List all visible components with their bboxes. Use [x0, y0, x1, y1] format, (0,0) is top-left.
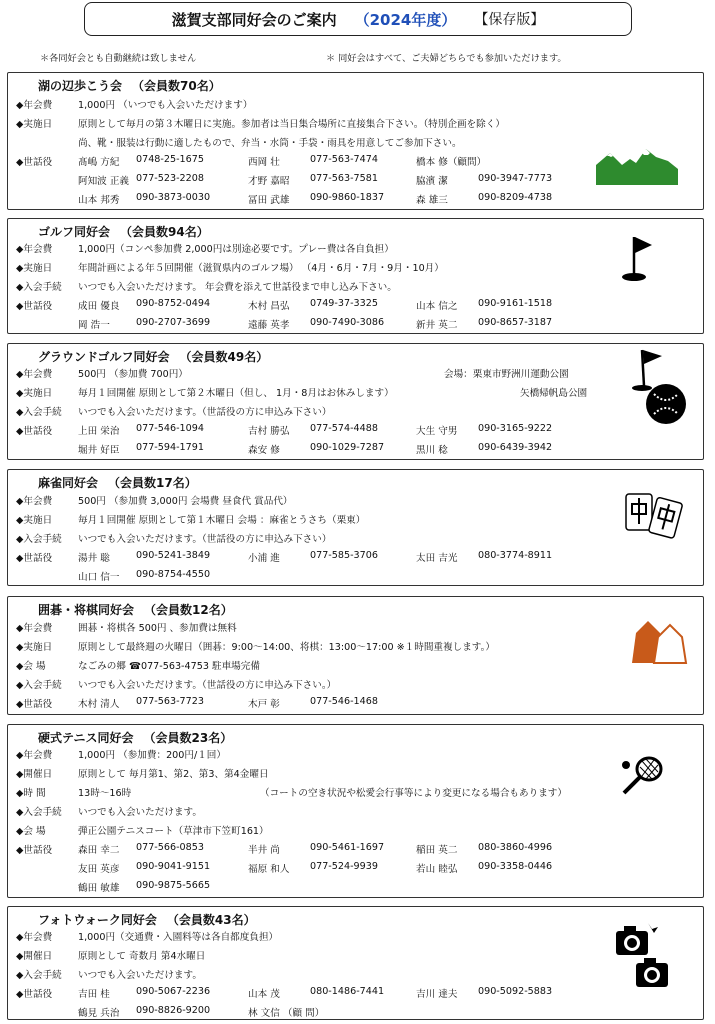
row-venue: 矢橋帰帆島公園	[520, 388, 588, 399]
staff-name: 吉村 勝弘	[248, 426, 290, 437]
row-label: ◆会 場	[16, 826, 46, 837]
row-text: 原則として 奇数月 第4水曜日	[78, 951, 206, 962]
staff-phone: 077-523-2208	[136, 173, 204, 184]
staff-name: 上田 栄治	[78, 426, 120, 437]
staff-name: 吉川 達夫	[416, 989, 458, 1000]
row-text: いつでも入会いただけます。	[78, 807, 202, 818]
staff-phone: 090-8657-3187	[478, 317, 553, 328]
staff-phone: 090-9041-9151	[136, 861, 211, 872]
row-label: ◆年会費	[16, 623, 53, 634]
title-edition: 【保存版】	[474, 12, 545, 28]
tennis-racket-icon	[618, 753, 666, 797]
row-text: 1,000円（コンペ参加費 2,000円は別途必要です。プレー費は各自負担）	[78, 244, 394, 255]
camera-icon	[612, 921, 674, 993]
row-text: 原則として 毎月第1、第2、第3、第4金曜日	[78, 769, 269, 780]
staff-label: ◆世話役	[16, 426, 53, 437]
row-text: 毎月１回開催 原則として第２木曜日（但し、 1月・8月はお休みします）	[78, 388, 394, 399]
club-walking	[7, 72, 704, 210]
club-name: グラウンドゴルフ同好会	[38, 350, 170, 364]
club-title	[38, 77, 221, 94]
staff-name: 湯井 聡	[78, 553, 110, 564]
staff-phone: 077-563-7581	[310, 173, 378, 184]
club-golf	[7, 218, 704, 334]
title-year: （2024年度）	[354, 10, 457, 29]
staff-phone: 090-6439-3942	[478, 442, 553, 453]
staff-label: ◆世話役	[16, 699, 53, 710]
staff-phone: 090-3358-0446	[478, 861, 553, 872]
mountains-icon	[596, 147, 678, 187]
row-text: 弾正公園テニスコート（草津市下笠町161）	[78, 826, 269, 837]
staff-phone: 080-1486-7441	[310, 986, 385, 997]
row-label: ◆年会費	[16, 100, 53, 111]
staff-phone: 090-9860-1837	[310, 192, 385, 203]
note-left: ＊各同好会とも自動継続は致しません	[40, 53, 197, 64]
staff-name: 橋本 修（顧問）	[416, 157, 487, 168]
staff-name: 成田 優良	[78, 301, 120, 312]
shogi-piece-icon	[628, 615, 690, 667]
staff-name: 山本 信之	[416, 301, 458, 312]
row-text: 1,000円（交通費・入園料等は各自都度負担）	[78, 932, 279, 943]
club-photo-walk	[7, 906, 704, 1020]
staff-phone: 077-585-3706	[310, 550, 378, 561]
staff-name: 吉田 桂	[78, 989, 110, 1000]
staff-name: 稲田 英二	[416, 845, 458, 856]
staff-name: 福原 和人	[248, 864, 290, 875]
staff-phone: 090-5092-5883	[478, 986, 553, 997]
staff-name: 阿知波 正義	[78, 176, 130, 187]
club-count: （会員数17名）	[108, 476, 197, 490]
club-title	[38, 911, 256, 928]
staff-phone: 090-5461-1697	[310, 842, 385, 853]
club-count: （会員数12名）	[144, 603, 233, 617]
row-text: 年間計画による年５回開催（滋賀県内のゴルフ場） （4月・6月・7月・9月・10月）	[78, 263, 444, 274]
staff-phone: 077-546-1094	[136, 423, 204, 434]
club-count: （会員数23名）	[143, 731, 233, 745]
row-text: 原則として毎月の第３木曜日に実施。参加者は当日集合場所に直接集合下さい。（特別企画を除く）	[78, 119, 505, 130]
row-label: ◆年会費	[16, 932, 53, 943]
staff-label: ◆世話役	[16, 553, 53, 564]
row-label: ◆開催日	[16, 769, 53, 780]
row-text: いつでも入会いただけます。（世話役の方に申込み下さい。）	[78, 680, 337, 691]
row-label: ◆入会手続	[16, 407, 62, 418]
staff-name: 若山 睦弘	[416, 864, 458, 875]
staff-name: 西岡 壮	[248, 157, 280, 168]
staff-phone: 077-566-0853	[136, 842, 204, 853]
row-venue: 会場：栗東市野洲川運動公園	[444, 369, 569, 380]
staff-name: 山本 茂	[248, 989, 280, 1000]
row-text: 毎月１回開催 原則として第１木曜日 会場 ：麻雀とうさち（栗東）	[78, 515, 366, 526]
staff-phone: 077-574-4488	[310, 423, 378, 434]
row-text: 囲碁・将棋各 500円 、参加費は無料	[78, 623, 237, 634]
club-title	[38, 474, 197, 491]
staff-phone: 090-8754-4550	[136, 569, 211, 580]
row-label: ◆会 場	[16, 661, 46, 672]
page-title	[84, 2, 632, 36]
staff-name: 木戸 彰	[248, 699, 280, 710]
staff-name: 山本 邦秀	[78, 195, 120, 206]
staff-phone: 090-1029-7287	[310, 442, 385, 453]
staff-phone: 090-8209-4738	[478, 192, 553, 203]
club-title	[38, 601, 233, 618]
staff-label: ◆世話役	[16, 845, 53, 856]
club-title	[38, 348, 268, 365]
mahjong-tiles-icon	[622, 490, 684, 548]
staff-phone: 090-8826-9200	[136, 1005, 211, 1016]
club-title	[38, 223, 209, 240]
club-name: 湖の辺歩こう会	[38, 79, 123, 93]
club-tennis	[7, 724, 704, 898]
staff-phone: 077-594-1791	[136, 442, 204, 453]
row-label: ◆入会手続	[16, 680, 62, 691]
row-label: ◆年会費	[16, 369, 53, 380]
staff-phone: 090-9875-5665	[136, 880, 211, 891]
row-text: なごみの郷 ☎077-563-4753 駐車場完備	[78, 661, 260, 672]
row-text: 原則として最終週の火曜日（囲碁：9:00～14:00、将棋：13:00～17:00 ※１時間重複します。）	[78, 642, 496, 653]
staff-phone: 0749-37-3325	[310, 298, 378, 309]
staff-phone: 090-3165-9222	[478, 423, 553, 434]
row-text: 1,000円 （参加費：200円/１回）	[78, 750, 226, 761]
row-label: ◆入会手続	[16, 534, 62, 545]
club-count: （会員数70名）	[132, 79, 221, 93]
staff-phone: 077-524-9939	[310, 861, 378, 872]
row-label: ◆入会手続	[16, 282, 62, 293]
row-text: 尚、靴・服装は行動に適したもので、弁当・水筒・手袋・雨具を用意してご参加下さい。	[78, 138, 462, 149]
club-name: フォトウォーク同好会	[38, 913, 157, 927]
club-name: 麻雀同好会	[38, 476, 99, 490]
row-note: （コートの空き状況や松愛会行事等により変更になる場合もあります）	[260, 788, 567, 799]
row-label: ◆時 間	[16, 788, 46, 799]
staff-phone: 090-9161-1518	[478, 298, 553, 309]
row-text: 13時～16時	[78, 788, 132, 799]
club-count: （会員数49名）	[179, 350, 269, 364]
staff-name: 脇濱 潔	[416, 176, 448, 187]
staff-label: ◆世話役	[16, 989, 53, 1000]
staff-phone: 090-2707-3699	[136, 317, 211, 328]
staff-name: 冨田 武雄	[248, 195, 290, 206]
staff-phone: 090-3947-7773	[478, 173, 553, 184]
staff-name: 木村 清人	[78, 699, 120, 710]
row-label: ◆年会費	[16, 244, 53, 255]
club-count: （会員数94名）	[120, 225, 209, 239]
staff-phone: 077-546-1468	[310, 696, 378, 707]
row-label: ◆入会手続	[16, 807, 62, 818]
staff-name: 森安 修	[248, 445, 280, 456]
club-mahjong	[7, 469, 704, 586]
staff-name: 鶴見 兵治	[78, 1008, 120, 1019]
staff-name: 才野 嘉昭	[248, 176, 290, 187]
row-label: ◆実施日	[16, 515, 53, 526]
row-text: いつでも入会いただけます。 年会費を添えて世話役まで申し込み下さい。	[78, 282, 397, 293]
staff-name: 大生 守男	[416, 426, 458, 437]
staff-label: ◆世話役	[16, 157, 53, 168]
staff-phone: 080-3774-8911	[478, 550, 553, 561]
row-text: いつでも入会いただけます。（世話役の方に申込み下さい）	[78, 407, 332, 418]
club-title	[38, 729, 232, 746]
row-label: ◆年会費	[16, 750, 53, 761]
staff-name: 髙嶋 方紀	[78, 157, 120, 168]
club-name: ゴルフ同好会	[38, 225, 111, 239]
staff-name: 新井 英二	[416, 320, 458, 331]
row-label: ◆入会手続	[16, 970, 62, 981]
staff-name: 鶴田 敏雄	[78, 883, 120, 894]
staff-phone: 090-7490-3086	[310, 317, 385, 328]
club-count: （会員数43名）	[166, 913, 256, 927]
staff-name: 友田 英彦	[78, 864, 120, 875]
row-label: ◆実施日	[16, 388, 53, 399]
staff-label: ◆世話役	[16, 301, 53, 312]
club-go-shogi	[7, 596, 704, 715]
staff-phone: 090-3873-0030	[136, 192, 211, 203]
golf-flag-icon	[620, 233, 660, 283]
staff-phone: 090-8752-0494	[136, 298, 211, 309]
row-text: 1,000円 （いつでも入会いただけます）	[78, 100, 253, 111]
staff-name: 森田 幸二	[78, 845, 120, 856]
note-right: ＊ 同好会はすべて、ご夫婦どちらでも参加いただけます。	[326, 53, 567, 64]
staff-phone: 077-563-7723	[136, 696, 204, 707]
staff-phone: 090-5241-3849	[136, 550, 211, 561]
row-label: ◆開催日	[16, 951, 53, 962]
staff-name: 森 雄三	[416, 195, 448, 206]
row-text: 500円 （参加費 3,000円 会場費 昼食代 賞品代）	[78, 496, 293, 507]
row-text: 500円 （参加費 700円）	[78, 369, 188, 380]
row-label: ◆実施日	[16, 263, 53, 274]
ground-golf-icon	[628, 346, 690, 428]
staff-phone: 0748-25-1675	[136, 154, 204, 165]
staff-name: 太田 吉光	[416, 553, 458, 564]
club-ground-golf	[7, 343, 704, 460]
row-text: いつでも入会いただけます。	[78, 970, 202, 981]
staff-name: 山口 信一	[78, 572, 120, 583]
staff-name: 黒川 稔	[416, 445, 448, 456]
staff-name: 林 文信 （顧 問）	[248, 1008, 325, 1019]
club-name: 硬式テニス同好会	[38, 731, 134, 745]
staff-name: 堀井 好臣	[78, 445, 120, 456]
row-label: ◆年会費	[16, 496, 53, 507]
row-label: ◆実施日	[16, 642, 53, 653]
staff-name: 木村 昌弘	[248, 301, 290, 312]
staff-phone: 090-5067-2236	[136, 986, 211, 997]
staff-name: 半井 尚	[248, 845, 280, 856]
club-name: 囲碁・将棋同好会	[38, 603, 135, 617]
staff-phone: 077-563-7474	[310, 154, 378, 165]
staff-phone: 080-3860-4996	[478, 842, 553, 853]
row-text: いつでも入会いただけます。（世話役の方に申込み下さい）	[78, 534, 332, 545]
row-label: ◆実施日	[16, 119, 53, 130]
staff-name: 岡 浩一	[78, 320, 110, 331]
staff-name: 遠藤 英孝	[248, 320, 290, 331]
title-text: 滋賀支部同好会のご案内	[171, 10, 337, 29]
staff-name: 小浦 進	[248, 553, 280, 564]
